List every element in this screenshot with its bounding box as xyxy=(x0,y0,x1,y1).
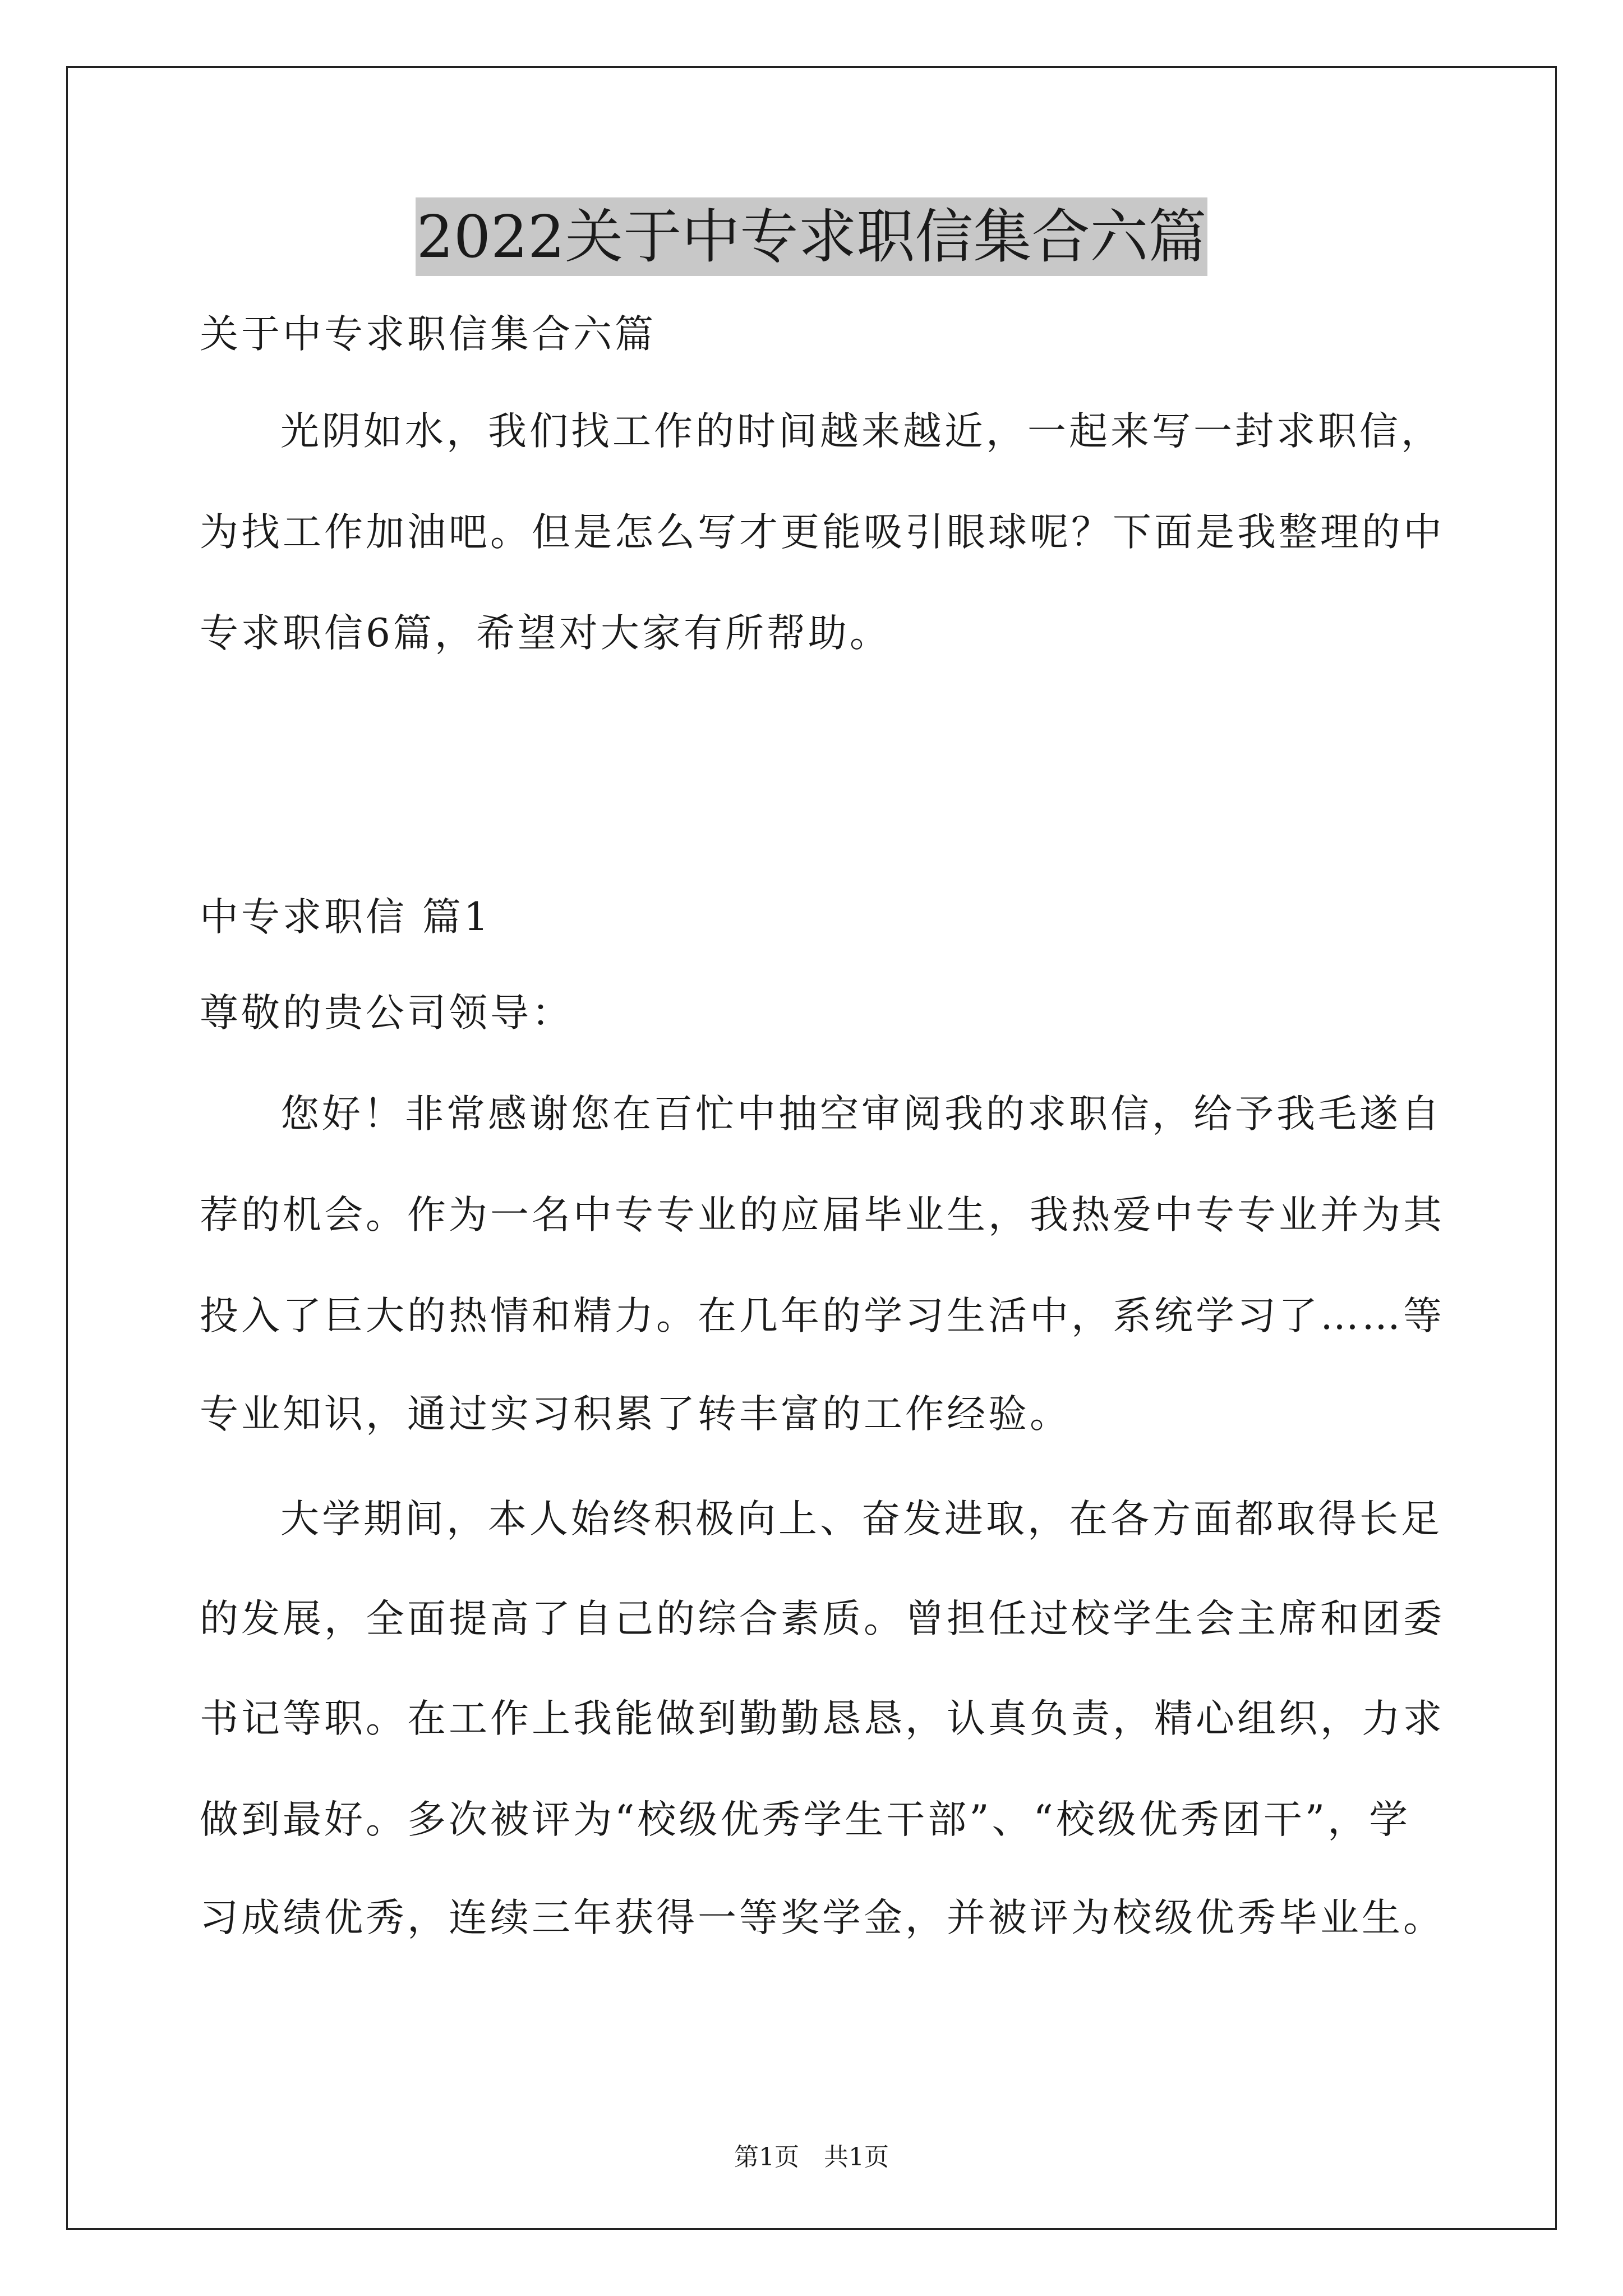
document-subtitle: 关于中专求职信集合六篇 xyxy=(200,312,656,357)
page-number: 第1页 共1页 xyxy=(734,2143,889,2171)
intro-line-1: 光阴如水，我们找工作的时间越来越近，一起来写一封求职信， xyxy=(280,409,1442,454)
paragraph1-line-1: 您好！非常感谢您在百忙中抽空审阅我的求职信，给予我毛遂自 xyxy=(280,1092,1442,1137)
section-heading: 中专求职信 篇1 xyxy=(200,895,491,940)
intro-line-2: 为找工作加油吧。但是怎么写才更能吸引眼球呢？下面是我整理的中 xyxy=(200,510,1445,555)
salutation: 尊敬的贵公司领导： xyxy=(200,991,573,1036)
paragraph2-line-5: 习成绩优秀，连续三年获得一等奖学金，并被评为校级优秀毕业生。 xyxy=(200,1895,1445,1940)
paragraph2-line-3: 书记等职。在工作上我能做到勤勤恳恳，认真负责，精心组织，力求 xyxy=(200,1696,1445,1741)
paragraph2-line-1: 大学期间，本人始终积极向上、奋发进取，在各方面都取得长足 xyxy=(280,1497,1442,1542)
paragraph1-line-3: 投入了巨大的热情和精力。在几年的学习生活中，系统学习了……等 xyxy=(200,1294,1445,1338)
title-container xyxy=(0,197,1623,276)
paragraph1-line-4: 专业知识，通过实习积累了转丰富的工作经验。 xyxy=(200,1392,1071,1437)
paragraph2-line-2: 的发展，全面提高了自己的综合素质。曾担任过校学生会主席和团委 xyxy=(200,1596,1445,1641)
paragraph2-line-4: 做到最好。多次被评为“校级优秀学生干部”、“校级优秀团干”，学 xyxy=(200,1797,1411,1842)
intro-line-3: 专求职信6篇，希望对大家有所帮助。 xyxy=(200,611,891,656)
document-title: 2022关于中专求职信集合六篇 xyxy=(416,197,1208,276)
paragraph1-line-2: 荐的机会。作为一名中专专业的应届毕业生，我热爱中专专业并为其 xyxy=(200,1193,1445,1237)
